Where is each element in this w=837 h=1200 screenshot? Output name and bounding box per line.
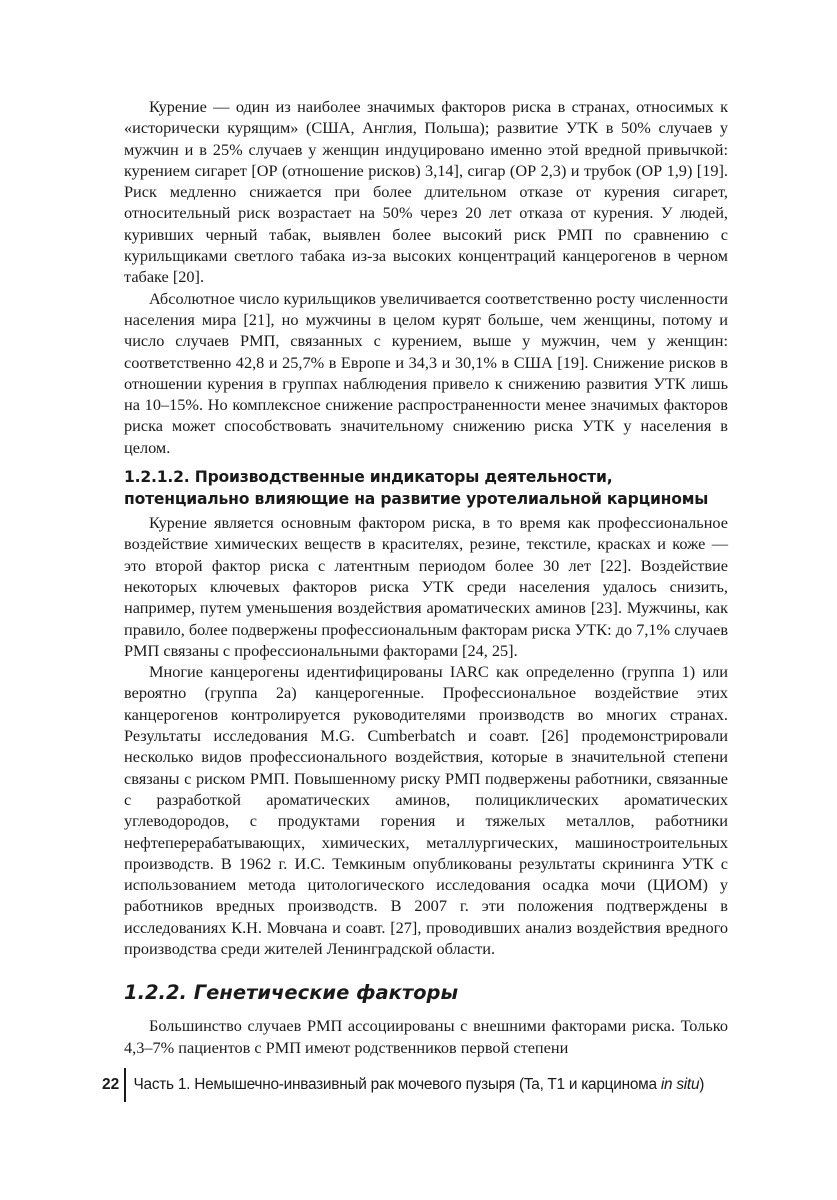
page-body <box>124 96 728 1058</box>
running-head <box>134 1076 705 1094</box>
subsection-heading: 1.2.1.2. Производственные индикаторы деятельности, потенциально влияющие на развитие уротелиальной карциномы <box>124 468 709 508</box>
paragraph-occupational-exposure: Курение является основным фактором риска, в то время как профессиональное воздействие химических веществ в красителях, резине, текстиле, красках и коже — это второй фактор риска с латентным периодом более 30 лет [22]. Воздействие некоторых ключевых факторов риска УТК среди населения удалось снизить, например, путем уменьшения воздействия ароматических аминов [23]. Мужчины, как правило, более подвержены профессиональным факторам риска УТК: до 7,1% случаев РМП связаны с профессиональными факторами [24, 25]. <box>124 513 729 660</box>
running-head-italic: in situ <box>660 1076 700 1093</box>
footer-divider <box>124 1068 126 1102</box>
paragraph-smoking-risk: Курение — один из наиболее значимых факторов риска в странах, относимых к «исторически курящим» (США, Англия, Польша); развитие УТК в 50% случаев у мужчин и в 25% случаев у женщин индуцировано именно этой вредной привычкой: курением сигарет [ОР (отношение рисков) 3,14], сигар (ОР 2,3) и трубок (ОР 1,9) [19]. Риск медленно снижается при более длительном отказе от курения сигарет, относительный риск возрастает на 50% через 20 лет отказа от курения. У людей, куривших черный табак, выявлен более высокий риск РМП по сравнению с курильщиками светлого табака из-за высоких концентраций канцерогенов в черном табаке [20]. <box>124 97 728 287</box>
page-number: 22 <box>102 1076 120 1093</box>
paragraph-genetic-factors: Большинство случаев РМП ассоциированы с внешними факторами риска. Только 4,3–7% пациентов с РМП имеют родственников первой степени <box>124 1016 728 1057</box>
running-head-text: Часть 1. Немышечно-инвазивный рак мочевого пузыря (Ta, T1 и карцинома <box>133 1076 661 1093</box>
paragraph-smokers-count: Абсолютное число курильщиков увеличивается соответственно росту численности населения мира [21], но мужчины в целом курят больше, чем женщины, потому и число случаев РМП, связанных с курением, выше у мужчин, чем у женщин: соответственно 42,8 и 25,7% в Европе и 34,3 и 30,1% в США [19]. Снижение рисков в отношении курения в группах наблюдения привело к снижению развития УТК лишь на 10–15%. Но комплексное снижение распространенности менее значимых факторов риска может способствовать значительному снижению риска УТК у населения в целом. <box>124 288 728 457</box>
paragraph-carcinogens: Многие канцерогены идентифицированы IARC как определенно (группа 1) или вероятно (группа 2а) канцерогенные. Профессиональное воздействие этих канцерогенов контролируется руководителями производств во многих странах. Результаты исследования M.G. Cumberbatch и соавт. [26] продемонстрировали несколько видов профессионального воздействия, которые в значительной степени связаны с риском РМП. Повышенному риску РМП подвержены работники, связанные с разработкой ароматических аминов, полициклических ароматических углеводородов, с продуктами горения и тяжелых металлов, работники нефтеперерабатывающих, химических, металлургических, машиностроительных производств. В 1962 г. И.С. Темкиным опубликованы результаты скрининга УТК с использованием метода цитологического исследования осадка мочи (ЦИОМ) у работников вредных производств. В 2007 г. эти положения подтверждены в исследованиях К.Н. Мовчана и соавт. [27], проводивших анализ воздействия вредного производства среди жителей Ленинградской области. <box>124 662 728 958</box>
page-footer <box>102 1068 704 1102</box>
section-heading: 1.2.2. Генетические факторы <box>124 981 459 1005</box>
running-head-end: ) <box>699 1076 705 1093</box>
